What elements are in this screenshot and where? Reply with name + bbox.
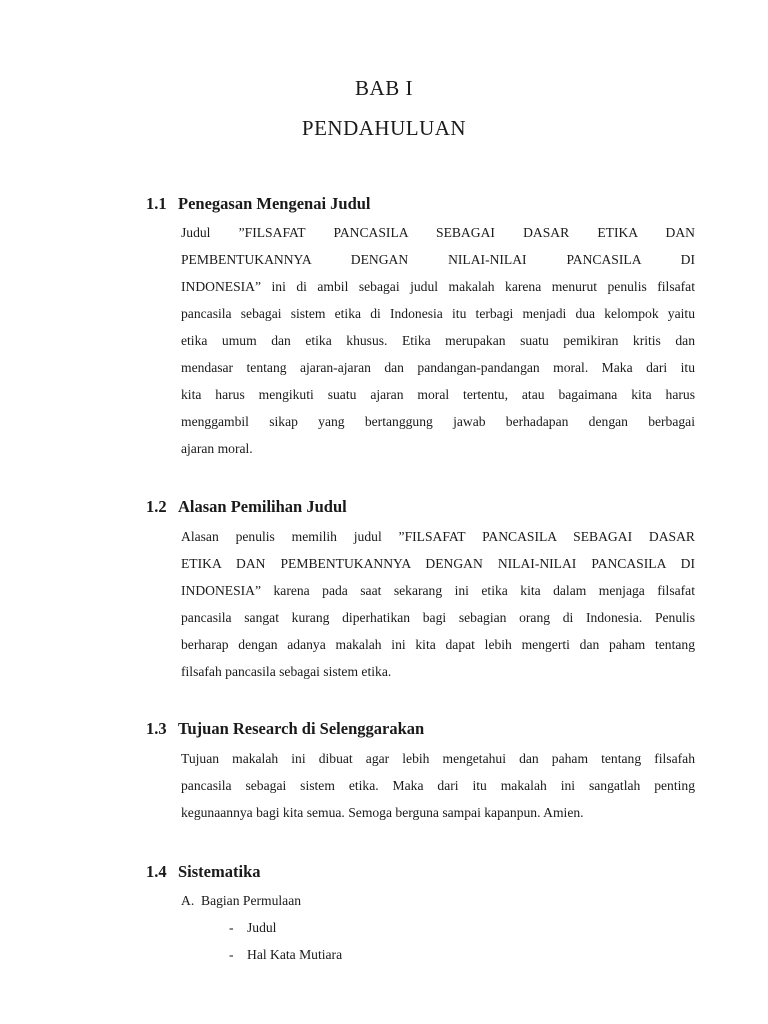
paragraph-line: ajaran moral. xyxy=(181,441,253,456)
paragraph-line: INDONESIA” ini di ambil sebagai judul makalah karena menurut penulis filsafat xyxy=(181,279,695,294)
paragraph-line: pancasila sebagai sistem etika. Maka dari itu makalah ini sangatlah penting xyxy=(181,778,695,793)
paragraph-line: INDONESIA” karena pada saat sekarang ini etika kita dalam menjaga filsafat xyxy=(181,583,695,598)
section-paragraph-1-1 xyxy=(181,219,695,462)
paragraph-line: berharap dengan adanya makalah ini kita dapat lebih mengerti dan paham tentang xyxy=(181,637,695,652)
section-paragraph-1-3 xyxy=(181,745,695,826)
paragraph-line: kita harus mengikuti suatu ajaran moral tertentu, atau bagaimana kita harus xyxy=(181,387,695,402)
paragraph-line: Tujuan makalah ini dibuat agar lebih mengetahui dan paham tentang filsafah xyxy=(181,751,695,766)
sub-list-item xyxy=(229,947,342,963)
list-item-bagian-permulaan xyxy=(181,893,301,909)
paragraph-line: menggambil sikap yang bertanggung jawab berhadapan dengan berbagai xyxy=(181,414,695,429)
paragraph-line: Judul ”FILSAFAT PANCASILA SEBAGAI DASAR ETIKA DAN xyxy=(181,225,695,240)
section-title: Alasan Pemilihan Judul xyxy=(178,497,347,516)
section-heading-1-4 xyxy=(146,862,261,882)
chapter-number: BAB I xyxy=(355,76,413,100)
section-number: 1.3 xyxy=(146,719,167,738)
section-number: 1.2 xyxy=(146,497,167,516)
section-heading-1-3 xyxy=(146,719,424,739)
paragraph-line: mendasar tentang ajaran-ajaran dan pandangan-pandangan moral. Maka dari itu xyxy=(181,360,695,375)
paragraph-line: pancasila sebagai sistem etika di Indonesia itu terbagi menjadi dua kelompok yaitu xyxy=(181,306,695,321)
section-title: Sistematika xyxy=(178,862,261,881)
section-number: 1.1 xyxy=(146,194,167,213)
sub-list-label: Hal Kata Mutiara xyxy=(247,947,343,962)
paragraph-line: kegunaannya bagi kita semua. Semoga berguna sampai kapanpun. Amien. xyxy=(181,805,584,820)
chapter-title: PENDAHULUAN xyxy=(301,116,467,140)
section-title: Tujuan Research di Selenggarakan xyxy=(178,719,425,738)
paragraph-line: PEMBENTUKANNYA DENGAN NILAI-NILAI PANCASILA DI xyxy=(181,252,695,267)
paragraph-line: filsafah pancasila sebagai sistem etika. xyxy=(181,664,392,679)
sub-list-item xyxy=(229,920,276,936)
section-paragraph-1-2 xyxy=(181,523,695,685)
list-label: Bagian Permulaan xyxy=(201,893,302,908)
section-heading-1-2 xyxy=(146,497,347,517)
paragraph-line: etika umum dan etika khusus. Etika merupakan suatu pemikiran kritis dan xyxy=(181,333,695,348)
paragraph-line: pancasila sangat kurang diperhatikan bagi sebagian orang di Indonesia. Penulis xyxy=(181,610,695,625)
section-number: 1.4 xyxy=(146,862,167,881)
list-marker: A. xyxy=(181,893,195,908)
paragraph-line: Alasan penulis memilih judul ”FILSAFAT PANCASILA SEBAGAI DASAR xyxy=(181,529,695,544)
sub-list-label: Judul xyxy=(247,920,277,935)
dash-bullet: - xyxy=(229,947,234,962)
paragraph-line: ETIKA DAN PEMBENTUKANNYA DENGAN NILAI-NILAI PANCASILA DI xyxy=(181,556,695,571)
dash-bullet: - xyxy=(229,920,234,935)
section-heading-1-1 xyxy=(146,194,371,214)
section-title: Penegasan Mengenai Judul xyxy=(178,194,371,213)
